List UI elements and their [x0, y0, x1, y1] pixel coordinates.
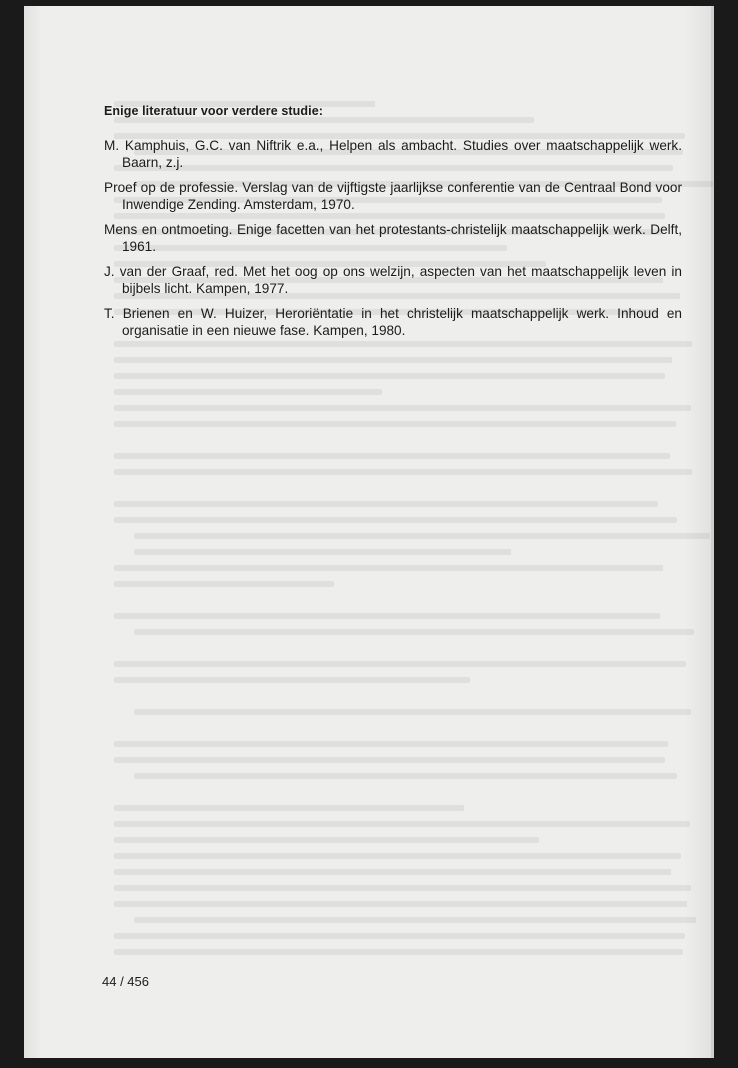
bleed-through-line	[114, 885, 691, 891]
bleed-through-line	[114, 821, 690, 827]
bleed-through-line	[114, 613, 660, 619]
bleed-through-line	[114, 837, 539, 843]
bleed-through-line	[114, 581, 334, 587]
bleed-through-line	[114, 853, 681, 859]
literature-section	[104, 104, 682, 347]
bleed-through-line	[114, 757, 665, 763]
section-heading: Enige literatuur voor verdere studie:	[104, 104, 324, 118]
page-sheet	[24, 6, 714, 1058]
bleed-through-line	[114, 357, 672, 363]
bleed-through-line	[114, 469, 692, 475]
bleed-through-line	[114, 405, 691, 411]
reference-item: M. Kamphuis, G.C. van Niftrik e.a., Helpen als ambacht. Studies over maatschappelijk werk. Baarn, z.j.	[104, 138, 682, 170]
bleed-through-line	[114, 677, 470, 683]
bleed-through-line	[114, 901, 687, 907]
bleed-through-line	[114, 805, 464, 811]
page-edge-shadow	[711, 6, 714, 1058]
bleed-through-line	[114, 933, 685, 939]
bleed-through-line	[114, 421, 676, 427]
page-number: 44 / 456	[102, 974, 149, 989]
bleed-through-line	[114, 501, 658, 507]
bleed-through-line	[134, 549, 511, 555]
bleed-through-line	[114, 661, 686, 667]
bleed-through-line	[114, 741, 668, 747]
bleed-through-line	[114, 517, 677, 523]
bleed-through-line	[114, 565, 663, 571]
bleed-through-line	[134, 773, 677, 779]
bleed-through-line	[134, 917, 696, 923]
bleed-through-line	[114, 869, 671, 875]
bleed-through-line	[134, 629, 694, 635]
bleed-through-line	[114, 373, 665, 379]
reference-item: Mens en ontmoeting. Enige facetten van het protestants-christelijk maatschappelijk werk. Delft, 1961.	[104, 222, 682, 254]
bleed-through-line	[134, 533, 710, 539]
reference-item: Proef op de professie. Verslag van de vijftigste jaarlijkse conferentie van de Centraal Bond voor Inwendige Zending. Amsterdam, 1970.	[104, 180, 682, 212]
reference-item: T. Brienen en W. Huizer, Heroriëntatie in het christelijk maatschappelijk werk. Inhoud en organisatie in een nieuwe fase. Kampen, 1980.	[104, 306, 682, 338]
bleed-through-line	[114, 453, 670, 459]
bleed-through-line	[134, 709, 691, 715]
bleed-through-line	[114, 949, 683, 955]
reference-item: J. van der Graaf, red. Met het oog op ons welzijn, aspecten van het maatschappelijk leven in bijbels licht. Kampen, 1977.	[104, 264, 682, 296]
bleed-through-line	[114, 389, 382, 395]
